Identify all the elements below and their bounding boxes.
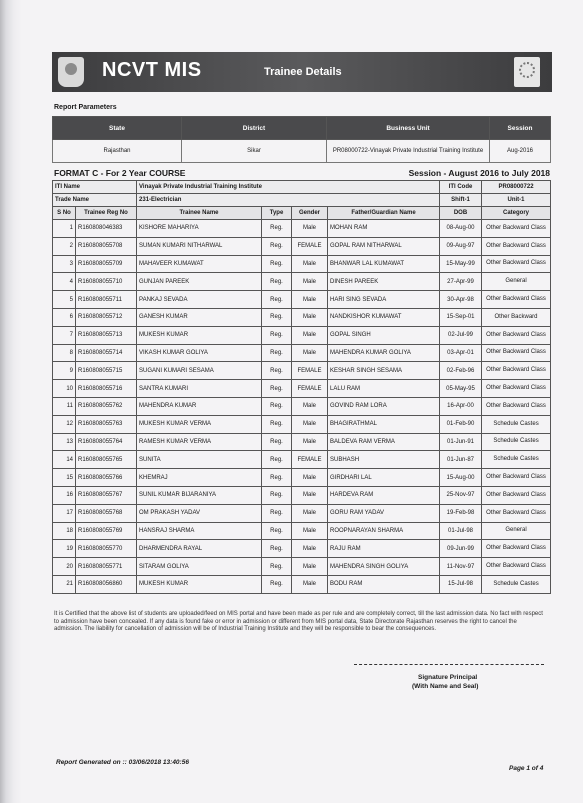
table-row bbox=[53, 326, 551, 344]
cell-father-name: BHAGIRATHMAL bbox=[328, 415, 440, 433]
trade-name-label: Trade Name bbox=[53, 194, 137, 207]
certification-text: It is Certified that the above list of students are uploaded/feed on MIS portal and have been made as per rule and are completely correct, till the last admission data. No fact with respect to admission have been concealed. If any data is found fake or error in admission or different from MIS portal data, State Directorate Rajasthan reserves the right to cancel the admission. The liability for cancellation of admission will be of Industrial Training Institute and they will be responsible to bear the consequences. bbox=[54, 611, 543, 633]
cell-category: Other Backward Class bbox=[482, 237, 551, 255]
cell-sno: 12 bbox=[53, 415, 76, 433]
cell-type: Reg. bbox=[262, 415, 292, 433]
iti-name-label: ITI Name bbox=[53, 181, 137, 194]
cell-father-name: KESHAR SINGH SESAMA bbox=[328, 362, 440, 380]
cell-sno: 5 bbox=[53, 291, 76, 309]
cell-trainee-name: MAHAVEER KUMAWAT bbox=[137, 255, 262, 273]
signature-sublabel: (With Name and Seal) bbox=[412, 683, 479, 690]
cell-dob: 01-Jun-87 bbox=[440, 451, 482, 469]
cell-dob: 03-Apr-01 bbox=[440, 344, 482, 362]
cell-sno: 10 bbox=[53, 380, 76, 398]
table-row bbox=[53, 469, 551, 487]
col-header-reg-no: Trainee Reg No bbox=[76, 207, 137, 220]
cell-dob: 02-Jul-99 bbox=[440, 326, 482, 344]
cell-dob: 01-Jun-91 bbox=[440, 433, 482, 451]
cell-dob: 30-Apr-98 bbox=[440, 291, 482, 309]
cell-dob: 05-May-95 bbox=[440, 380, 482, 398]
cell-dob: 25-Nov-97 bbox=[440, 486, 482, 504]
cell-type: Reg. bbox=[262, 575, 292, 593]
cell-trainee-name: SUNITA bbox=[137, 451, 262, 469]
cell-trainee-name: SITARAM GOLIYA bbox=[137, 558, 262, 576]
cell-category: Schedule Castes bbox=[482, 575, 551, 593]
cell-reg-no: R160808055770 bbox=[76, 540, 137, 558]
cell-gender: Male bbox=[292, 522, 328, 540]
cell-gender: FEMALE bbox=[292, 451, 328, 469]
cell-sno: 6 bbox=[53, 308, 76, 326]
cell-reg-no: R160808055768 bbox=[76, 504, 137, 522]
cell-sno: 11 bbox=[53, 397, 76, 415]
cell-gender: Male bbox=[292, 540, 328, 558]
shift-value: Shift-1 bbox=[440, 194, 482, 207]
cell-dob: 16-Apr-00 bbox=[440, 397, 482, 415]
cell-father-name: LALU RAM bbox=[328, 380, 440, 398]
cell-father-name: GORU RAM YADAV bbox=[328, 504, 440, 522]
report-parameters-title: Report Parameters bbox=[54, 104, 117, 111]
cell-type: Reg. bbox=[262, 486, 292, 504]
cell-trainee-name: KHEMRAJ bbox=[137, 469, 262, 487]
cell-father-name: HARDEVA RAM bbox=[328, 486, 440, 504]
cell-gender: Male bbox=[292, 504, 328, 522]
cell-father-name: GIRDHARI LAL bbox=[328, 469, 440, 487]
cell-type: Reg. bbox=[262, 558, 292, 576]
cell-type: Reg. bbox=[262, 522, 292, 540]
iti-code-label: ITI Code bbox=[440, 181, 482, 194]
cell-sno: 4 bbox=[53, 273, 76, 291]
cell-sno: 2 bbox=[53, 237, 76, 255]
cell-trainee-name: GANESH KUMAR bbox=[137, 308, 262, 326]
cell-father-name: GOPAL RAM NITHARWAL bbox=[328, 237, 440, 255]
cell-reg-no: R160808046383 bbox=[76, 220, 137, 238]
cell-father-name: SUBHASH bbox=[328, 451, 440, 469]
cell-gender: Male bbox=[292, 486, 328, 504]
page-subtitle: Trainee Details bbox=[264, 66, 342, 78]
cell-type: Reg. bbox=[262, 504, 292, 522]
cell-gender: Male bbox=[292, 220, 328, 238]
cell-sno: 16 bbox=[53, 486, 76, 504]
cell-reg-no: R160808055767 bbox=[76, 486, 137, 504]
state-emblem-icon bbox=[58, 57, 84, 87]
cell-father-name: HARI SING SEVADA bbox=[328, 291, 440, 309]
col-header-type: Type bbox=[262, 207, 292, 220]
page-number: Page 1 of 4 bbox=[509, 765, 544, 772]
cell-type: Reg. bbox=[262, 326, 292, 344]
cell-type: Reg. bbox=[262, 344, 292, 362]
cell-gender: Male bbox=[292, 273, 328, 291]
table-row bbox=[53, 504, 551, 522]
cell-sno: 21 bbox=[53, 575, 76, 593]
col-header-trainee-name: Trainee Name bbox=[137, 207, 262, 220]
cell-reg-no: R160808055716 bbox=[76, 380, 137, 398]
cell-sno: 13 bbox=[53, 433, 76, 451]
cell-reg-no: R160808055765 bbox=[76, 451, 137, 469]
cell-reg-no: R160808055762 bbox=[76, 397, 137, 415]
report-generated: Report Generated on :: 03/06/2018 13:40:56 bbox=[56, 759, 189, 766]
format-title: FORMAT C - For 2 Year COURSE bbox=[54, 168, 186, 178]
cell-type: Reg. bbox=[262, 540, 292, 558]
param-header-business-unit: Business Unit bbox=[327, 117, 490, 140]
cell-trainee-name: DHARMENDRA RAYAL bbox=[137, 540, 262, 558]
cell-category: Other Backward Class bbox=[482, 380, 551, 398]
cell-sno: 7 bbox=[53, 326, 76, 344]
table-row bbox=[53, 558, 551, 576]
cell-father-name: MOHAN RAM bbox=[328, 220, 440, 238]
cell-trainee-name: SUGANI KUMARI SESAMA bbox=[137, 362, 262, 380]
param-header-state: State bbox=[53, 117, 182, 140]
cell-dob: 15-Sep-01 bbox=[440, 308, 482, 326]
cell-trainee-name: VIKASH KUMAR GOLIYA bbox=[137, 344, 262, 362]
cell-father-name: MAHENDRA SINGH GOLIYA bbox=[328, 558, 440, 576]
cell-type: Reg. bbox=[262, 451, 292, 469]
cell-category: Schedule Castes bbox=[482, 451, 551, 469]
cell-reg-no: R160808055714 bbox=[76, 344, 137, 362]
cell-category: Other Backward Class bbox=[482, 504, 551, 522]
cell-type: Reg. bbox=[262, 380, 292, 398]
iti-code: PR08000722 bbox=[482, 181, 551, 194]
cell-dob: 19-Feb-98 bbox=[440, 504, 482, 522]
cell-father-name: DINESH PAREEK bbox=[328, 273, 440, 291]
cell-category: General bbox=[482, 273, 551, 291]
param-business-unit: PR08000722-Vinayak Private Industrial Training Institute bbox=[327, 140, 490, 163]
trainee-table bbox=[52, 180, 551, 594]
cell-dob: 15-Aug-00 bbox=[440, 469, 482, 487]
cell-gender: Male bbox=[292, 433, 328, 451]
cell-category: Other Backward Class bbox=[482, 362, 551, 380]
cell-dob: 09-Aug-97 bbox=[440, 237, 482, 255]
cell-gender: FEMALE bbox=[292, 380, 328, 398]
param-district: Sikar bbox=[182, 140, 327, 163]
table-row bbox=[53, 486, 551, 504]
cell-type: Reg. bbox=[262, 255, 292, 273]
table-row bbox=[53, 273, 551, 291]
cell-trainee-name: KISHORE MAHARIYA bbox=[137, 220, 262, 238]
cell-trainee-name: RAMESH KUMAR VERMA bbox=[137, 433, 262, 451]
cell-category: Schedule Castes bbox=[482, 433, 551, 451]
table-row bbox=[53, 220, 551, 238]
table-row bbox=[53, 540, 551, 558]
report-parameters-table bbox=[52, 116, 551, 163]
cell-reg-no: R160808055711 bbox=[76, 291, 137, 309]
cell-category: Other Backward Class bbox=[482, 255, 551, 273]
table-row bbox=[53, 362, 551, 380]
param-header-session: Session bbox=[490, 117, 551, 140]
cell-dob: 08-Aug-00 bbox=[440, 220, 482, 238]
cell-reg-no: R160808055713 bbox=[76, 326, 137, 344]
cell-sno: 8 bbox=[53, 344, 76, 362]
cell-father-name: BODU RAM bbox=[328, 575, 440, 593]
cell-category: Other Backward Class bbox=[482, 326, 551, 344]
skill-india-logo-icon bbox=[514, 57, 540, 87]
cell-type: Reg. bbox=[262, 273, 292, 291]
cell-gender: Male bbox=[292, 397, 328, 415]
cell-dob: 01-Jul-98 bbox=[440, 522, 482, 540]
cell-reg-no: R160808055712 bbox=[76, 308, 137, 326]
cell-type: Reg. bbox=[262, 433, 292, 451]
signature-line bbox=[354, 664, 544, 665]
cell-sno: 15 bbox=[53, 469, 76, 487]
cell-gender: Male bbox=[292, 255, 328, 273]
cell-father-name: NANDKISHOR KUMAWAT bbox=[328, 308, 440, 326]
table-row bbox=[53, 522, 551, 540]
cell-father-name: GOPAL SINGH bbox=[328, 326, 440, 344]
param-header-district: District bbox=[182, 117, 327, 140]
cell-father-name: GOVIND RAM LORA bbox=[328, 397, 440, 415]
cell-trainee-name: PANKAJ SEVADA bbox=[137, 291, 262, 309]
cell-reg-no: R160808055709 bbox=[76, 255, 137, 273]
col-header-category: Category bbox=[482, 207, 551, 220]
cell-trainee-name: HANSRAJ SHARMA bbox=[137, 522, 262, 540]
col-header-sno: S No bbox=[53, 207, 76, 220]
cell-sno: 14 bbox=[53, 451, 76, 469]
cell-category: Schedule Castes bbox=[482, 415, 551, 433]
cell-trainee-name: SUMAN KUMARI NITHARWAL bbox=[137, 237, 262, 255]
cell-dob: 15-Jul-98 bbox=[440, 575, 482, 593]
cell-dob: 09-Jun-99 bbox=[440, 540, 482, 558]
trainee-rows bbox=[53, 220, 551, 594]
cell-category: General bbox=[482, 522, 551, 540]
cell-gender: Male bbox=[292, 415, 328, 433]
cell-category: Other Backward Class bbox=[482, 220, 551, 238]
cell-category: Other Backward Class bbox=[482, 558, 551, 576]
cell-sno: 9 bbox=[53, 362, 76, 380]
table-row bbox=[53, 344, 551, 362]
table-row bbox=[53, 397, 551, 415]
col-header-gender: Gender bbox=[292, 207, 328, 220]
table-row bbox=[53, 237, 551, 255]
cell-trainee-name: SUNIL KUMAR BIJARANIYA bbox=[137, 486, 262, 504]
cell-trainee-name: MUKESH KUMAR bbox=[137, 575, 262, 593]
cell-category: Other Backward Class bbox=[482, 540, 551, 558]
cell-gender: Male bbox=[292, 558, 328, 576]
header-banner bbox=[52, 52, 552, 92]
cell-reg-no: R160808055764 bbox=[76, 433, 137, 451]
cell-category: Other Backward Class bbox=[482, 486, 551, 504]
cell-trainee-name: MUKESH KUMAR VERMA bbox=[137, 415, 262, 433]
cell-sno: 18 bbox=[53, 522, 76, 540]
signature-label: Signature Principal bbox=[418, 674, 478, 681]
unit-value: Unit-1 bbox=[482, 194, 551, 207]
cell-father-name: MAHENDRA KUMAR GOLIYA bbox=[328, 344, 440, 362]
cell-reg-no: R160808055771 bbox=[76, 558, 137, 576]
cell-trainee-name: SANTRA KUMARI bbox=[137, 380, 262, 398]
table-row bbox=[53, 575, 551, 593]
cell-type: Reg. bbox=[262, 237, 292, 255]
cell-type: Reg. bbox=[262, 220, 292, 238]
cell-dob: 02-Feb-96 bbox=[440, 362, 482, 380]
cell-gender: Male bbox=[292, 469, 328, 487]
cell-father-name: BALDEVA RAM VERMA bbox=[328, 433, 440, 451]
cell-category: Other Backward bbox=[482, 308, 551, 326]
cell-category: Other Backward Class bbox=[482, 397, 551, 415]
cell-dob: 27-Apr-99 bbox=[440, 273, 482, 291]
cell-trainee-name: OM PRAKASH YADAV bbox=[137, 504, 262, 522]
trade-name: 231-Electrician bbox=[137, 194, 440, 207]
cell-sno: 3 bbox=[53, 255, 76, 273]
scan-edge bbox=[0, 0, 22, 803]
cell-sno: 17 bbox=[53, 504, 76, 522]
cell-type: Reg. bbox=[262, 362, 292, 380]
session-title: Session - August 2016 to July 2018 bbox=[408, 168, 550, 178]
table-row bbox=[53, 291, 551, 309]
cell-reg-no: R160808055715 bbox=[76, 362, 137, 380]
cell-father-name: BHANWAR LAL KUMAWAT bbox=[328, 255, 440, 273]
cell-type: Reg. bbox=[262, 308, 292, 326]
cell-type: Reg. bbox=[262, 469, 292, 487]
cell-dob: 11-Nov-97 bbox=[440, 558, 482, 576]
table-row bbox=[53, 380, 551, 398]
cell-sno: 19 bbox=[53, 540, 76, 558]
col-header-father-name: Father/Guardian Name bbox=[328, 207, 440, 220]
table-row bbox=[53, 255, 551, 273]
cell-gender: Male bbox=[292, 291, 328, 309]
cell-reg-no: R160808056860 bbox=[76, 575, 137, 593]
cell-sno: 20 bbox=[53, 558, 76, 576]
app-title: NCVT MIS bbox=[102, 59, 202, 81]
cell-dob: 01-Feb-90 bbox=[440, 415, 482, 433]
cell-dob: 15-May-99 bbox=[440, 255, 482, 273]
table-row bbox=[53, 433, 551, 451]
cell-category: Other Backward Class bbox=[482, 291, 551, 309]
cell-reg-no: R160808055763 bbox=[76, 415, 137, 433]
cell-reg-no: R160808055708 bbox=[76, 237, 137, 255]
cell-gender: Male bbox=[292, 326, 328, 344]
cell-sno: 1 bbox=[53, 220, 76, 238]
cell-reg-no: R160808055766 bbox=[76, 469, 137, 487]
cell-trainee-name: MUKESH KUMAR bbox=[137, 326, 262, 344]
cell-father-name: RAJU RAM bbox=[328, 540, 440, 558]
cell-trainee-name: GUNJAN PAREEK bbox=[137, 273, 262, 291]
cell-type: Reg. bbox=[262, 291, 292, 309]
cell-gender: FEMALE bbox=[292, 362, 328, 380]
iti-name: Vinayak Private Industrial Training Institute bbox=[137, 181, 440, 194]
cell-trainee-name: MAHENDRA KUMAR bbox=[137, 397, 262, 415]
cell-type: Reg. bbox=[262, 397, 292, 415]
table-row bbox=[53, 451, 551, 469]
param-state: Rajasthan bbox=[53, 140, 182, 163]
col-header-dob: DOB bbox=[440, 207, 482, 220]
cell-reg-no: R160808055710 bbox=[76, 273, 137, 291]
cell-category: Other Backward Class bbox=[482, 469, 551, 487]
cell-gender: Male bbox=[292, 344, 328, 362]
cell-category: Other Backward Class bbox=[482, 344, 551, 362]
cell-gender: Male bbox=[292, 575, 328, 593]
param-session: Aug-2016 bbox=[490, 140, 551, 163]
table-row bbox=[53, 415, 551, 433]
cell-gender: Male bbox=[292, 308, 328, 326]
cell-reg-no: R160808055769 bbox=[76, 522, 137, 540]
table-row bbox=[53, 308, 551, 326]
cell-gender: FEMALE bbox=[292, 237, 328, 255]
cell-father-name: ROOPNARAYAN SHARMA bbox=[328, 522, 440, 540]
